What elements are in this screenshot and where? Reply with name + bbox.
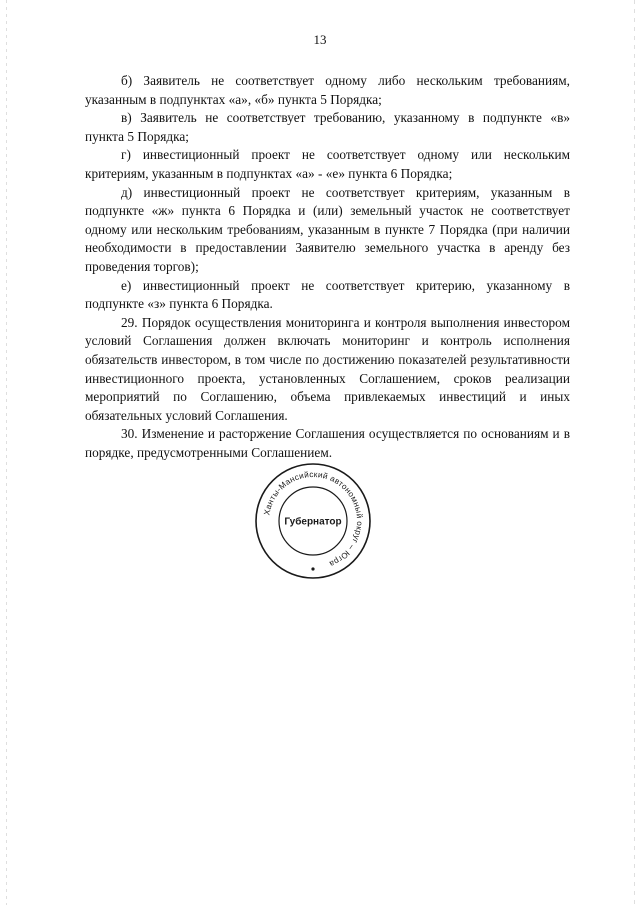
paragraph-b: б) Заявитель не соответствует одному либо нескольким требованиям, указанным в подпунктах «а», «б» пункта 5 Порядка; bbox=[85, 73, 570, 107]
scan-edge-right bbox=[634, 0, 635, 905]
paragraph-g: г) инвестиционный проект не соответствует одному или нескольким критериям, указанным в подпунктах «а» - «е» пункта 6 Порядка; bbox=[85, 147, 570, 181]
paragraph-d: д) инвестиционный проект не соответствует критериям, указанным в подпункте «ж» пункта 6 Порядка и (или) земельный участок не соответствует одному или нескольким требованиям, указанным в пункте 7 Порядка (при наличии необходимости в предоставлении Заявителю земельного участка в аренду без проведения торгов); bbox=[85, 184, 570, 274]
paragraph-30: 30. Изменение и расторжение Соглашения осуществляется по основаниям и в порядке, предусмотренными Соглашением. bbox=[85, 426, 570, 460]
paragraph-e: е) инвестиционный проект не соответствует критерию, указанному в подпункте «з» пункта 6 Порядка. bbox=[85, 277, 570, 312]
official-stamp bbox=[253, 461, 373, 581]
paragraph-v: в) Заявитель не соответствует требованию, указанному в подпункте «в» пункта 5 Порядка; bbox=[85, 110, 570, 144]
stamp-dot bbox=[311, 567, 314, 570]
stamp-ring-text: Ханты-Мансийский автономный округ – Югра bbox=[262, 469, 365, 569]
document-body bbox=[85, 72, 570, 462]
stamp-seal-icon bbox=[253, 461, 373, 581]
page-number: 13 bbox=[313, 32, 327, 47]
scan-edge-left bbox=[6, 0, 7, 905]
stamp-center-text: Губернатор bbox=[284, 516, 342, 528]
paragraph-29: 29. Порядок осуществления мониторинга и контроля выполнения инвестором условий Соглашения должен включать мониторинг и контроль исполнения обязательств инвестором, в том числе по достижению показателей результативности инвестиционного проекта, установленных Соглашением, сроков реализации мероприятий по Соглашению, объема привлекаемых инвестиций и иных обязательных условий Соглашения. bbox=[85, 314, 570, 423]
